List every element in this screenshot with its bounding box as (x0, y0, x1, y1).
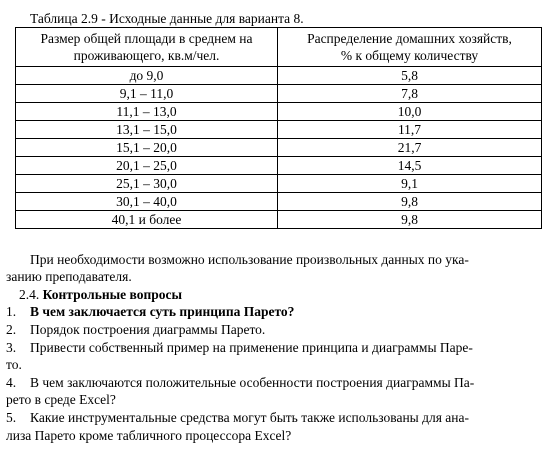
question-number: 3. (6, 340, 17, 355)
area-cell: 11,1 – 13,0 (16, 103, 278, 121)
table-row (16, 211, 542, 229)
area-cell: 20,1 – 25,0 (16, 157, 278, 175)
question-text: В чем заключается суть принципа Парето? (30, 304, 295, 319)
table-row (16, 103, 542, 121)
header-distribution-line: Распределение домашних хозяйств, (307, 31, 512, 46)
question-2 (6, 321, 546, 338)
question-4 (6, 374, 546, 391)
question-number: 5. (6, 410, 17, 425)
area-cell: 15,1 – 20,0 (16, 139, 278, 157)
header-distribution (278, 28, 542, 67)
table-row (16, 175, 542, 193)
area-cell: 25,1 – 30,0 (16, 175, 278, 193)
header-area-line: проживающего, кв.м/чел. (73, 48, 220, 63)
question-number: 2. (6, 322, 17, 337)
percent-cell: 7,8 (278, 85, 542, 103)
area-cell: 9,1 – 11,0 (16, 85, 278, 103)
table-row (16, 121, 542, 139)
question-text: Порядок построения диаграммы Парето. (30, 322, 266, 337)
percent-cell: 9,8 (278, 211, 542, 229)
percent-cell: 10,0 (278, 103, 542, 121)
question-number: 1. (6, 304, 17, 319)
percent-cell: 14,5 (278, 157, 542, 175)
area-cell: до 9,0 (16, 67, 278, 85)
question-text: Какие инструментальные средства могут быть также использованы для ана- (30, 410, 470, 425)
table-header-row (16, 28, 542, 67)
data-table (15, 27, 542, 229)
question-number: 4. (6, 375, 17, 390)
question-5-continuation: лиза Парето кроме табличного процессора Excel? (6, 428, 292, 443)
percent-cell: 9,1 (278, 175, 542, 193)
section-number: 2.4. (19, 287, 40, 302)
table-row (16, 85, 542, 103)
area-cell: 13,1 – 15,0 (16, 121, 278, 139)
question-4-continuation: рето в среде Excel? (6, 392, 116, 407)
question-5 (6, 409, 546, 426)
percent-cell: 9,8 (278, 193, 542, 211)
percent-cell: 21,7 (278, 139, 542, 157)
question-3-continuation: то. (6, 357, 22, 372)
question-text: Привести собственный пример на применение принципа и диаграммы Паре- (30, 340, 473, 355)
note-paragraph-line: занию преподавателя. (6, 269, 132, 284)
percent-cell: 11,7 (278, 121, 542, 139)
table-row (16, 157, 542, 175)
area-cell: 40,1 и более (16, 211, 278, 229)
table-row (16, 193, 542, 211)
section-heading (6, 286, 557, 303)
percent-cell: 5,8 (278, 67, 542, 85)
note-paragraph-line: При необходимости возможно использование произвольных данных по ука- (30, 252, 469, 267)
header-distribution-line: % к общему количеству (340, 48, 479, 63)
table-caption: Таблица 2.9 - Исходные данные для варианта 8. (30, 11, 304, 26)
area-cell: 30,1 – 40,0 (16, 193, 278, 211)
question-1 (6, 303, 546, 320)
table-row (16, 67, 542, 85)
table-row (16, 139, 542, 157)
section-title: Контрольные вопросы (42, 287, 183, 302)
header-area (16, 28, 278, 67)
question-3 (6, 339, 546, 356)
question-text: В чем заключаются положительные особенности построения диаграммы Па- (30, 375, 475, 390)
header-area-line: Размер общей площади в среднем на (40, 31, 253, 46)
